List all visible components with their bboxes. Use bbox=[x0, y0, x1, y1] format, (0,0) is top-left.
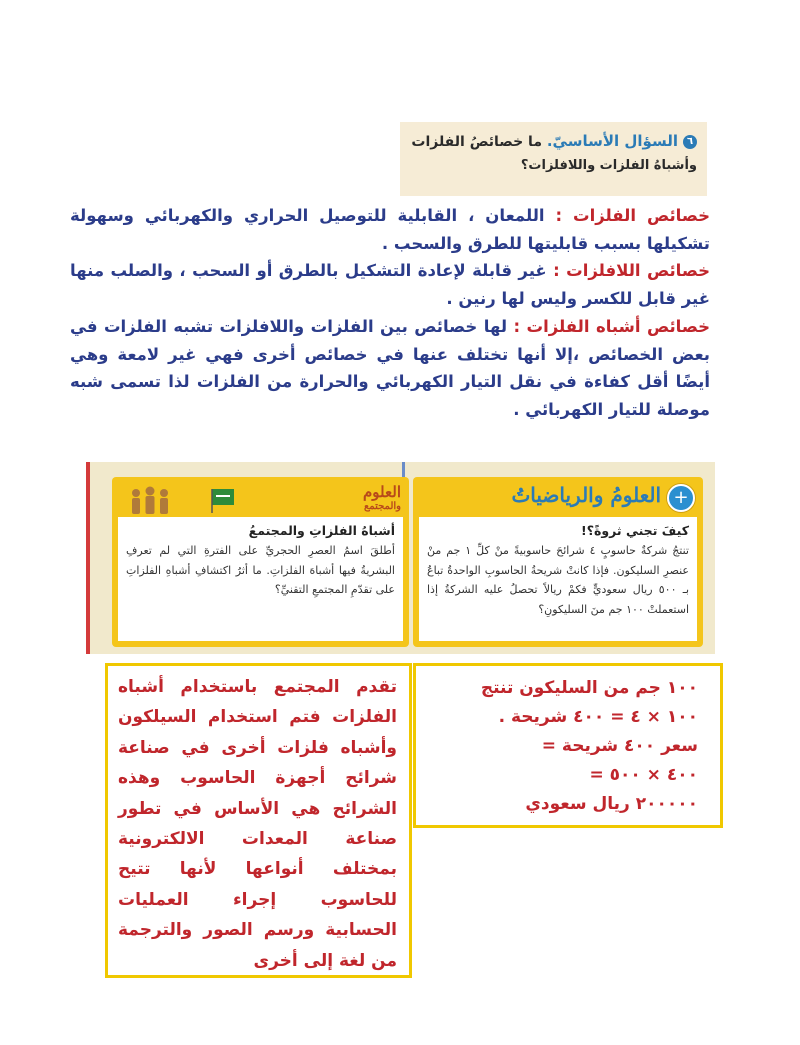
math-answer-line: ٤٠٠ × ٥٠٠ = bbox=[589, 765, 698, 785]
math-answer-line: ٢٠٠٠٠٠ ريال سعودي bbox=[525, 794, 698, 814]
science-math-card bbox=[413, 477, 703, 647]
people-flag-icon bbox=[126, 485, 236, 519]
question-line-1 bbox=[408, 128, 697, 155]
answer-text: غير قابلة لإعادة التشكيل بالطرق أو السحب ، والصلب منها غير قابل للكسر وليس لها رنين . bbox=[70, 261, 710, 309]
science-card-body: أطلقَ اسمُ العصرِ الحجريِّ على الفترةِ التي لم تعرفِ البشريةُ فيها أشباهَ الفلزاتِ. ما أثرُ اكتشافِ أشباهِ الفلزاتِ على تقدّمِ المجتمعِ التقنيِّ؟ bbox=[126, 544, 395, 596]
question-number-badge: ٦ bbox=[683, 135, 697, 149]
math-answer-line: ١٠٠ × ٤ = ٤٠٠ شريحة . bbox=[498, 707, 698, 727]
science-card-title: العلوم bbox=[363, 483, 401, 501]
math-card-body: تنتجُ شركةٌ حاسوبٍ ٤ شرائحَ حاسوبيةً منْ كلِّ ١ جم منْ عنصرِ السليكون. فإذا كانتْ شريحةُ الحاسوبِ الواحدةُ تباعُ بـ ٥٠٠ ريال سعوديٍّ فكمْ ريالاً تحصلُ عليه الشركةُ إذا استعملتْ ١٠٠ جم منَ السليكونِ؟ bbox=[427, 544, 690, 616]
science-card-subtitle: أشباهُ الفلزاتِ والمجتمعُ bbox=[248, 523, 395, 538]
math-card-content bbox=[419, 517, 697, 641]
answers-block bbox=[70, 202, 710, 424]
math-answer-line: ١٠٠ جم من السليكون تنتج bbox=[480, 678, 698, 698]
question-text-1: ما خصائصُ الفلزات bbox=[411, 134, 547, 150]
math-answer-line: سعر ٤٠٠ شريحة = bbox=[541, 736, 698, 756]
math-card-subtitle: كيفَ تجني ثروةً؟! bbox=[581, 523, 689, 538]
answer-metalloids bbox=[70, 313, 710, 424]
question-box bbox=[400, 122, 707, 196]
answer-nonmetals bbox=[70, 257, 710, 312]
question-label: السؤال الأساسيّ. bbox=[546, 132, 678, 150]
science-answer-box bbox=[105, 663, 412, 978]
science-society-card bbox=[112, 477, 409, 647]
science-card-title-2: والمجتمع bbox=[363, 501, 401, 512]
plus-icon: + bbox=[667, 484, 695, 512]
science-answer-text: تقدم المجتمع باستخدام أشباه الفلزات فتم استخدام السيلكون وأشباه فلزات أخرى في صناعة شرائح أجهزة الحاسوب وهذه الشرائح هي الأساس في تطور صناعة المعدات الالكترونية بمختلف أنواعها لأنها تتيح للحاسوب إجراء العمليات الحسابية ورسم الصور والترجمة من لغة إلى أخرى bbox=[118, 677, 397, 971]
math-card-header bbox=[511, 483, 695, 512]
math-answer-box bbox=[413, 663, 723, 828]
answer-term: خصائص الفلزات : bbox=[555, 206, 711, 225]
answer-metals bbox=[70, 202, 710, 257]
math-card-title: العلومُ والرياضياتُ bbox=[511, 483, 661, 507]
question-line-2: وأشباهُ الفلزات واللافلزات؟ bbox=[520, 158, 697, 173]
answer-term: خصائص أشباه الفلزات : bbox=[513, 316, 710, 336]
science-card-header bbox=[363, 483, 401, 512]
answer-text: لها خصائص بين الفلزات واللافلزات تشبه الفلزات في بعض الخصائص ،إلا أنها تختلف عنها في خصائص أخرى فهي غير لامعة وهي أيضًا أقل كفاءة في نقل التيار الكهربائي والحرارة من الفلزات لذا تسمى شبه موصلة للتيار الكهربائي . bbox=[70, 316, 710, 419]
answer-text: اللمعان ، القابلية للتوصيل الحراري والكهربائي وسهولة تشكيلها بسبب قابليتها للطرق والسحب . bbox=[70, 206, 710, 253]
science-card-content bbox=[118, 517, 403, 641]
answer-term: خصائص اللافلزات : bbox=[553, 261, 711, 281]
